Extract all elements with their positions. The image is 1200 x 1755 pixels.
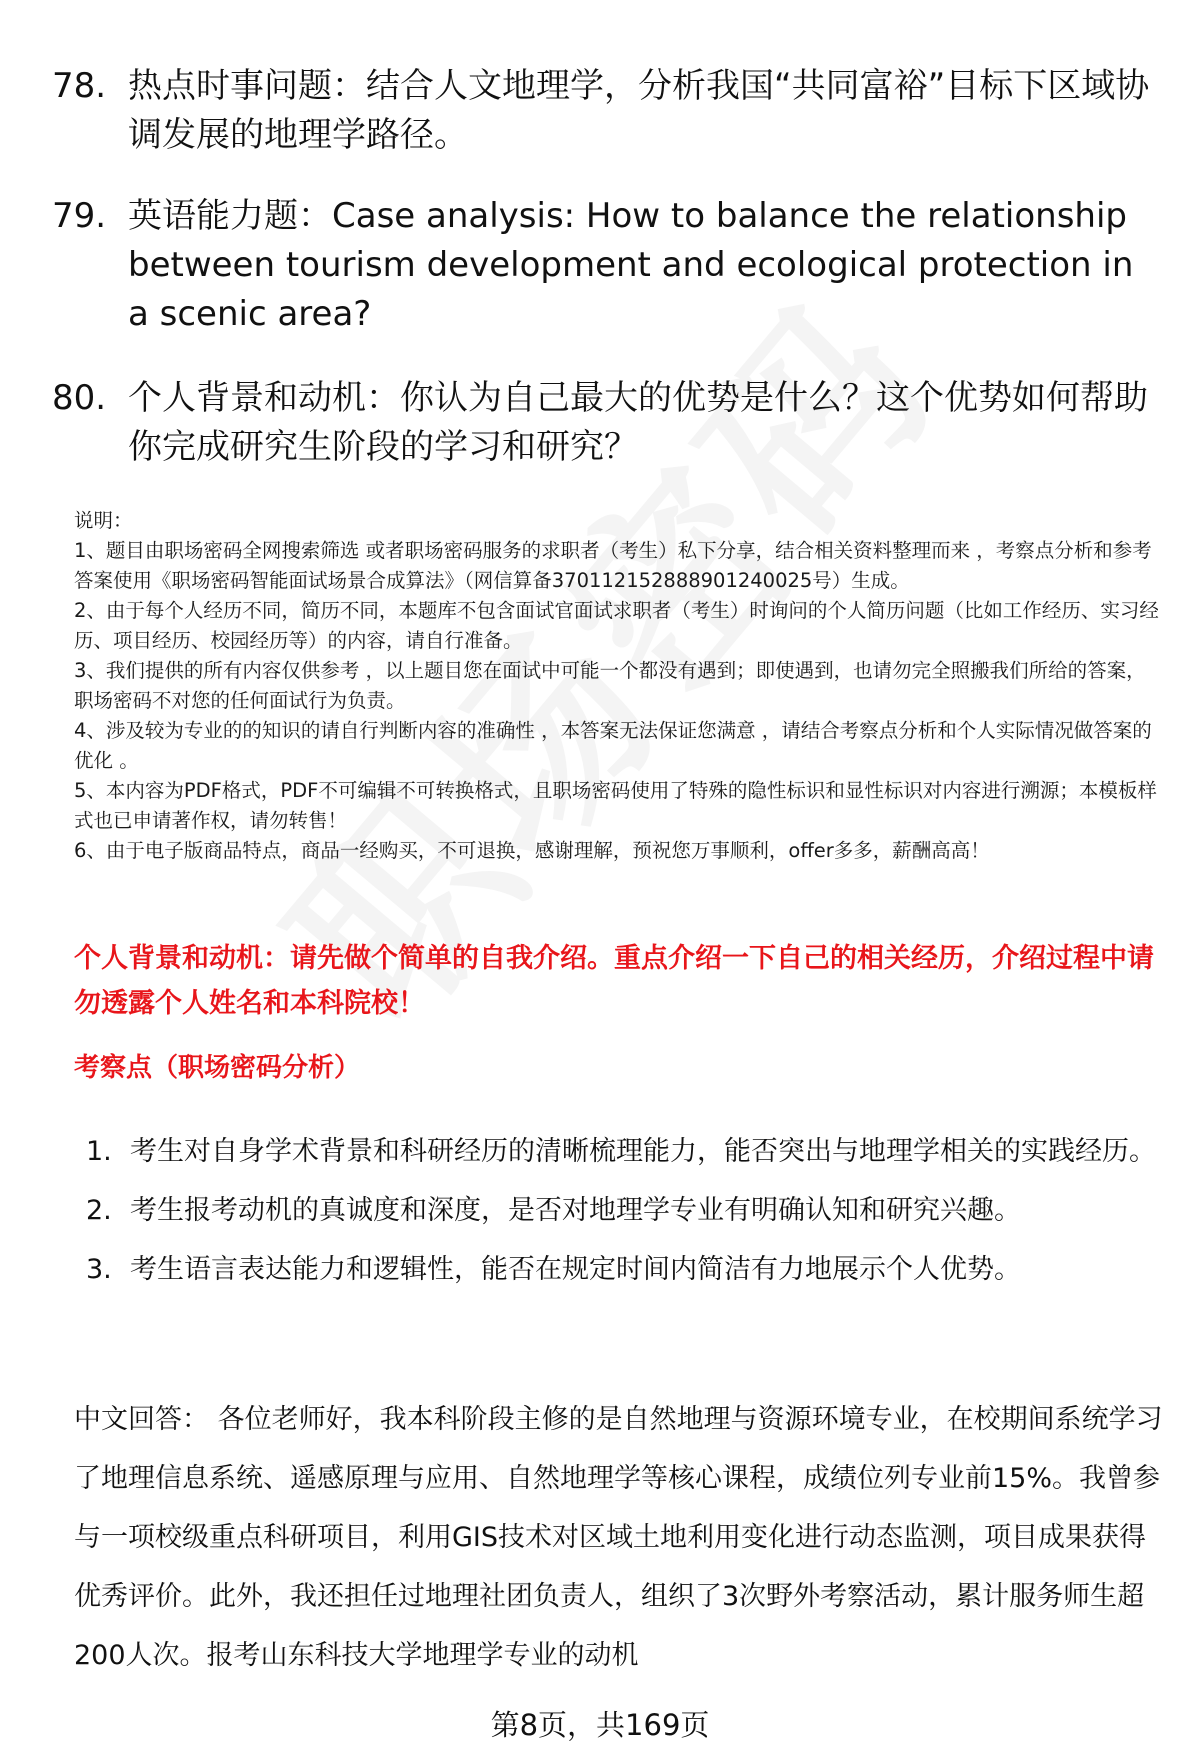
question-80: [52, 374, 1162, 472]
section-title: 个人背景和动机：请先做个简单的自我介绍。重点介绍一下自己的相关经历，介绍过程中请勿透露个人姓名和本科院校！: [74, 943, 1154, 1019]
question-text: 英语能力题：Case analysis: How to balance the relationship between tourism development and ecological protection in a scenic area?: [128, 196, 1134, 334]
question-79: [52, 192, 1162, 339]
assessment-points: [74, 1122, 1164, 1299]
question-number: 80.: [52, 378, 107, 418]
list-item: [74, 1122, 1164, 1181]
question-number: 79.: [52, 196, 107, 236]
note-item: 4、涉及较为专业的的知识的请自行判断内容的准确性 ，本答案无法保证您满意 ，请结合考察点分析和个人实际情况做答案的优化 。: [74, 719, 1152, 772]
list-item-text: 考生对自身学术背景和科研经历的清晰梳理能力，能否突出与地理学相关的实践经历。: [130, 1136, 1156, 1167]
note-item: 5、本内容为PDF格式，PDF不可编辑不可转换格式，且职场密码使用了特殊的隐性标识和显性标识对内容进行溯源；本模板样式也已申请著作权，请勿转售！: [74, 779, 1157, 832]
question-78: [52, 62, 1162, 160]
notes-heading: 说明：: [74, 509, 133, 532]
answer-paragraph: 中文回答： 各位老师好，我本科阶段主修的是自然地理与资源环境专业，在校期间系统学习了地理信息系统、遥感原理与应用、自然地理学等核心课程，成绩位列专业前15%。我曾参与一项校级重点科研项目，利用GIS技术对区域土地利用变化进行动态监测，项目成果获得优秀评价。此外，我还担任过地理社团负责人，组织了3次野外考察活动，累计服务师生超200人次。报考山东科技大学地理学专业的动机: [74, 1404, 1163, 1671]
note-item: 2、由于每个人经历不同，简历不同，本题库不包含面试官面试求职者（考生）时询问的个人简历问题（比如工作经历、实习经历、项目经历、校园经历等）的内容，请自行准备。: [74, 599, 1159, 652]
list-item-number: 1.: [86, 1136, 112, 1167]
section-subtitle: 考察点（职场密码分析）: [74, 1053, 361, 1083]
list-item-number: 2.: [86, 1195, 112, 1226]
notes-block: [74, 506, 1159, 866]
list-item-text: 考生语言表达能力和逻辑性，能否在规定时间内简洁有力地展示个人优势。: [130, 1254, 1021, 1285]
question-number: 78.: [52, 66, 107, 106]
question-text: 个人背景和动机：你认为自己最大的优势是什么？这个优势如何帮助你完成研究生阶段的学习和研究？: [128, 378, 1148, 467]
page-footer: 第8页，共169页: [0, 1705, 1200, 1745]
note-item: 1、题目由职场密码全网搜索筛选 或者职场密码服务的求职者（考生）私下分享，结合相关资料整理而来 ，考察点分析和参考答案使用《职场密码智能面试场景合成算法》（网信算备370112152888901240025号）生成。: [74, 539, 1152, 592]
list-item-number: 3.: [86, 1254, 112, 1285]
question-text: 热点时事问题：结合人文地理学，分析我国“共同富裕”目标下区域协调发展的地理学路径。: [128, 66, 1150, 155]
note-item: 6、由于电子版商品特点，商品一经购买，不可退换，感谢理解，预祝您万事顺利，offer多多，薪酬高高！: [74, 839, 990, 862]
note-item: 3、我们提供的所有内容仅供参考 ，以上题目您在面试中可能一个都没有遇到；即使遇到，也请勿完全照搬我们所给的答案，职场密码不对您的任何面试行为负责。: [74, 659, 1146, 712]
list-item: [74, 1181, 1164, 1240]
list-item: [74, 1240, 1164, 1299]
list-item-text: 考生报考动机的真诚度和深度，是否对地理学专业有明确认知和研究兴趣。: [130, 1195, 1021, 1226]
